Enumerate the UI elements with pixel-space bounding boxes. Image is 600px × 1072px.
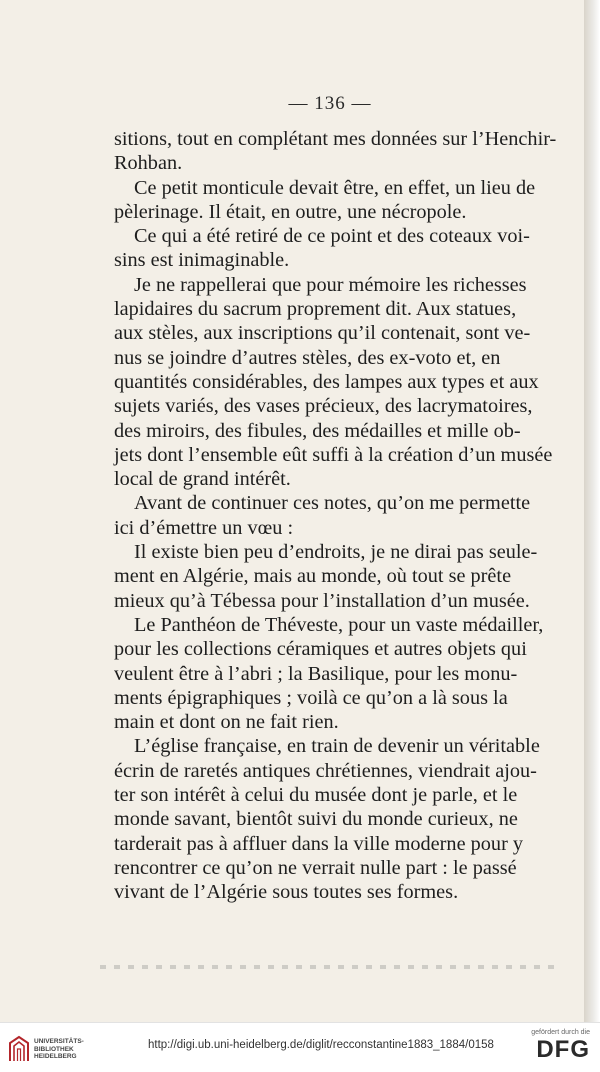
library-name-line: UNIVERSITÄTS- <box>34 1038 84 1045</box>
text-line: des miroirs, des fibules, des médailles et mille ob- <box>114 419 521 442</box>
text-line: sins est inimaginable. <box>114 249 290 272</box>
dfg-logo: DFG <box>536 1036 590 1063</box>
text-line: ici d’émettre un vœu : <box>114 516 294 539</box>
text-line: sitions, tout en complétant mes données sur l’Henchir- <box>114 128 557 150</box>
text-line: main et dont on ne fait rien. <box>114 711 339 734</box>
page-number: — 136 — <box>288 93 372 114</box>
text-line: L’église française, en train de devenir un véritable <box>134 735 540 758</box>
page-edge-shadow <box>584 0 600 1022</box>
paragraph <box>114 127 562 176</box>
text-line: sujets variés, des vases précieux, des lacrymatoires, <box>114 395 533 418</box>
text-line: pour les collections céramiques et autres objets qui <box>114 638 527 661</box>
text-line: ment en Algérie, mais au monde, où tout se prête <box>114 565 512 588</box>
paragraph <box>114 734 562 904</box>
text-line: pèlerinage. Il était, en outre, une nécropole. <box>114 200 467 223</box>
text-line: ments épigraphiques ; voilà ce qu’on a là sous la <box>114 686 508 709</box>
library-name <box>34 1038 84 1061</box>
text-line: Je ne rappellerai que pour mémoire les richesses <box>134 273 527 296</box>
paragraph <box>114 491 562 540</box>
text-line: Rohban. <box>114 152 183 175</box>
text-line: Avant de continuer ces notes, qu’on me permette <box>134 492 531 515</box>
paragraph <box>114 224 562 273</box>
text-line: Ce qui a été retiré de ce point et des coteaux voi- <box>134 225 530 248</box>
paragraph <box>114 613 562 734</box>
text-line: mieux qu’à Tébessa pour l’installation d’un musée. <box>114 589 530 612</box>
text-line: aux stèles, aux inscriptions qu’il contenait, sont ve- <box>114 322 531 345</box>
text-line: lapidaires du sacrum proprement dit. Aux statues, <box>114 298 517 321</box>
paragraph <box>114 176 562 225</box>
library-name-line: HEIDELBERG <box>34 1053 77 1060</box>
text-line: quantités considérables, des lampes aux types et aux <box>114 370 539 393</box>
text-line: veulent être à l’abri ; la Basilique, pour les monu- <box>114 662 518 685</box>
paragraph <box>114 540 562 613</box>
text-line: jets dont l’ensemble eût suffi à la création d’un musée <box>114 443 553 466</box>
bottom-faint-rule <box>100 965 560 969</box>
text-line: vivant de l’Algérie sous toutes ses formes. <box>114 881 459 904</box>
text-line: monde savant, bientôt suivi du monde curieux, ne <box>114 808 518 831</box>
library-name-line: BIBLIOTHEK <box>34 1045 74 1053</box>
paragraph <box>114 273 562 492</box>
text-line: Ce petit monticule devait être, en effet, un lieu de <box>134 176 536 199</box>
text-line: tarderait pas à affluer dans la ville moderne pour y <box>114 832 524 855</box>
text-line: écrin de raretés antiques chrétiennes, viendrait ajou- <box>114 759 537 782</box>
sponsor-caption: gefördert durch die <box>531 1029 590 1036</box>
permalink-url[interactable]: http://digi.ub.uni-heidelberg.de/diglit/recconstantine1883_1884/0158 <box>148 1039 494 1051</box>
text-line: Il existe bien peu d’endroits, je ne dirai pas seule- <box>134 541 538 564</box>
sponsor-block <box>520 1029 590 1062</box>
university-library-logo-icon <box>8 1035 30 1063</box>
text-line: Le Panthéon de Théveste, pour un vaste médailler, <box>134 613 544 636</box>
body-text <box>114 127 562 905</box>
footer-bar <box>0 1022 600 1072</box>
text-line: local de grand intérêt. <box>114 468 291 491</box>
text-line: nus se joindre d’autres stèles, des ex-voto et, en <box>114 346 501 369</box>
text-line: rencontrer ce qu’on ne verrait nulle part : le passé <box>114 856 517 879</box>
text-line: ter son intérêt à celui du musée dont je parle, et le <box>114 784 518 807</box>
